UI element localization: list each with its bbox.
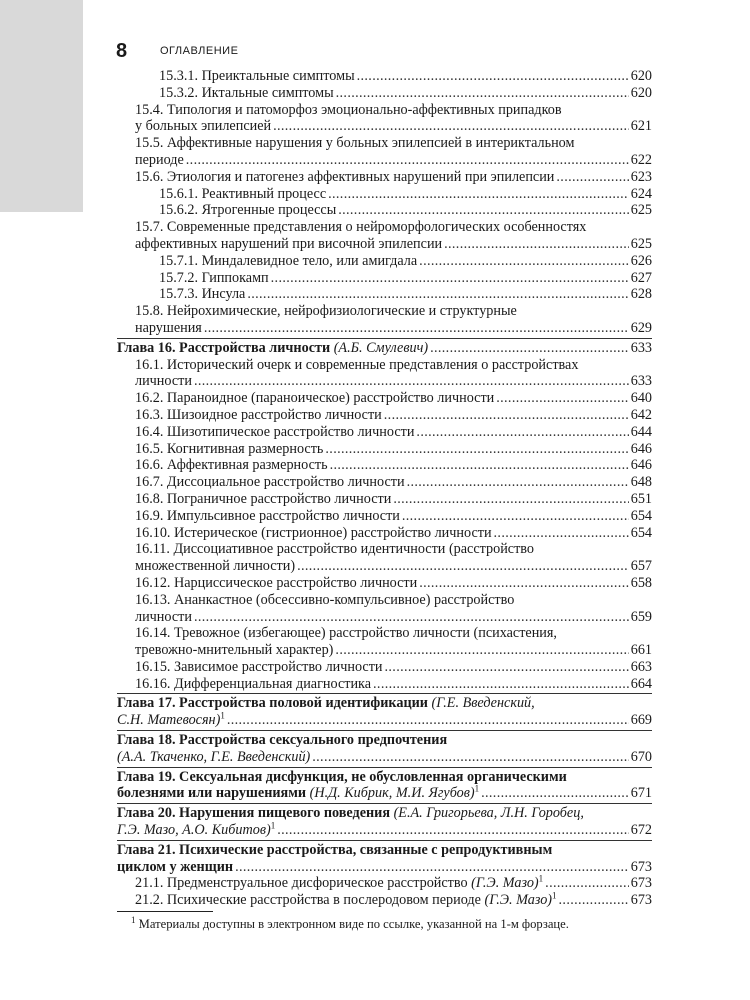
toc-entry[interactable] [117,135,652,169]
toc-entry[interactable] [117,441,652,458]
leader-dots [481,785,629,802]
toc-entry[interactable] [117,575,652,592]
page-ref: 670 [630,748,652,765]
page-ref: 673 [630,892,652,909]
leader-dots [373,676,629,693]
entry-text: нарушения [135,319,202,336]
leader-dots [335,642,628,659]
footnote-mark: 1 [131,914,136,925]
page-ref: 646 [630,457,652,474]
entry-text: 16.3. Шизоидное расстройство личности [135,406,382,423]
chapter-15-entries [117,68,652,337]
toc-entry[interactable] [117,219,652,253]
page-corner-tab [0,0,83,212]
page-ref: 644 [630,423,652,440]
entry-text: 16.6. Аффективная размерность [135,457,328,474]
toc-entry[interactable] [117,659,652,676]
toc-entry[interactable] [117,592,652,626]
toc-entry-chapter-21[interactable] [117,840,652,876]
page-ref: 633 [630,339,652,356]
toc-entry[interactable] [117,390,652,407]
entry-text: 15.3.2. Иктальные симптомы [159,84,334,101]
entry-text: 15.6.2. Ятрогенные процессы [159,202,337,219]
toc-entry[interactable] [117,68,652,85]
toc-entry-chapter-16[interactable] [117,338,652,357]
footnote-ref: 1 [220,710,225,721]
leader-dots [494,525,629,542]
chapter-title: Глава 20. Нарушения пищевого поведения [117,805,391,822]
toc-entry[interactable] [117,676,652,693]
page-ref: 624 [630,185,652,202]
page-ref: 625 [630,235,652,252]
leader-dots [336,85,629,102]
leader-dots [194,373,629,390]
toc-entry[interactable] [117,407,652,424]
leader-dots [556,169,628,186]
toc-entry[interactable] [117,541,652,575]
leader-dots [385,659,629,676]
chapter-authors: Г.Э. Мазо, А.О. Кибитов) [117,822,271,839]
page-ref: 629 [630,319,652,336]
toc-entry[interactable] [117,508,652,525]
leader-dots [227,712,629,729]
entry-text: 15.6. Этиология и патогенез аффективных нарушений при эпилепсии [135,168,555,185]
leader-dots [496,390,628,407]
page-ref: 654 [630,524,652,541]
leader-dots [235,859,629,876]
leader-dots [338,202,628,219]
leader-dots [419,253,629,270]
leader-dots [559,892,629,909]
page-ref: 623 [630,168,652,185]
toc-entry[interactable] [117,286,652,303]
footnote [117,916,652,932]
page-ref: 669 [630,712,652,729]
leader-dots [328,186,629,203]
page-ref: 663 [630,658,652,675]
entry-text-line: 15.8. Нейрохимические, нейрофизиологические и структурные [135,303,517,320]
leader-dots [325,441,628,458]
page-ref: 671 [630,785,652,802]
leader-dots [273,118,629,135]
page-ref: 673 [630,875,652,892]
leader-dots [247,286,628,303]
leader-dots [357,68,629,85]
entry-text-line: 16.14. Тревожное (избегающее) расстройство личности (психастения, [135,625,557,642]
chapter-title: болезнями или нарушениями [117,785,307,802]
toc-entry[interactable] [117,625,652,659]
entry-text: 16.12. Нарциссическое расстройство личности [135,574,418,591]
entry-text: 16.5. Когнитивная размерность [135,440,324,457]
footnote-ref: 1 [474,783,480,794]
entry-text: 16.2. Параноидное (параноическое) расстройство личности [135,390,495,407]
leader-dots [204,320,629,337]
toc-entry[interactable] [117,253,652,270]
leader-dots [393,491,628,508]
chapter-authors: (Г.Е. Введенский, [431,695,535,712]
chapter-authors: (Е.А. Григорьева, Л.Н. Горобец, [393,805,584,822]
toc-entry[interactable] [117,102,652,136]
toc-entry[interactable] [117,474,652,491]
page-ref: 658 [630,574,652,591]
chapter-title: Глава 19. Сексуальная дисфункция, не обусловленная органическими [117,768,567,785]
page-ref: 633 [630,373,652,390]
toc-entry[interactable] [117,186,652,203]
toc-entry-21-1[interactable] [117,875,652,892]
entry-text: 16.10. Истерическое (гистрионное) расстройство личности [135,524,492,541]
entry-text: аффективных нарушений при височной эпилепсии [135,235,443,252]
entry-author: (Г.Э. Мазо) [484,892,553,909]
chapter-title: Глава 17. Расстройства половой идентификации [117,695,428,712]
entry-text-line: 16.1. Исторический очерк и современные представления о расстройствах [135,356,579,373]
page-ref: 659 [630,608,652,625]
leader-dots [416,424,628,441]
entry-text: личности [135,373,192,390]
chapter-16 [117,338,652,693]
entry-text: 16.8. Пограничное расстройство личности [135,490,392,507]
toc-entry[interactable] [117,270,652,287]
entry-text: 15.7.2. Гиппокамп [159,269,269,286]
leader-dots [419,575,629,592]
leader-dots [545,875,629,892]
entry-author: (Г.Э. Мазо) [471,875,539,892]
entry-text-line: 16.11. Диссоциативное расстройство идентичности (расстройство [135,541,534,558]
chapter-authors: (А.Б. Смулевич) [333,339,429,356]
page-ref: 627 [630,269,652,286]
chapter-authors: С.Н. Матевосян) [117,712,221,729]
page-ref: 640 [630,390,652,407]
entry-text: тревожно-мнительный характер) [135,642,334,659]
leader-dots [402,508,629,525]
toc-entry[interactable] [117,85,652,102]
leader-dots [407,474,629,491]
toc-entry-chapter-18[interactable] [117,730,652,766]
page-ref: 648 [630,474,652,491]
entry-text: 21.1. Предменструальное дисфорическое расстройство [135,875,468,892]
page-ref: 673 [630,858,652,875]
leader-dots [297,558,629,575]
entry-text-line: 15.5. Аффективные нарушения у больных эпилепсией в интериктальном [135,135,575,152]
footnote-rule [117,911,213,912]
entry-text: 16.15. Зависимое расстройство личности [135,658,383,675]
chapter-title: Глава 16. Расстройства личности [117,339,331,356]
page-ref: 672 [630,822,652,839]
leader-dots [430,340,629,357]
table-of-contents [117,68,652,909]
entry-text: периоде [135,151,184,168]
entry-text: 15.7.3. Инсула [159,286,246,303]
toc-entry[interactable] [117,424,652,441]
entry-text: 16.9. Импульсивное расстройство личности [135,507,400,524]
page-ref: 628 [630,286,652,303]
toc-entry[interactable] [117,525,652,542]
toc-entry[interactable] [117,202,652,219]
page-ref: 664 [630,675,652,692]
running-head: ОГЛАВЛЕНИЕ [160,45,239,57]
toc-entry[interactable] [117,491,652,508]
toc-entry[interactable] [117,169,652,186]
leader-dots [271,270,629,287]
footnote-ref: 1 [538,873,544,884]
toc-entry[interactable] [117,457,652,474]
entry-text-line: 15.4. Типология и патоморфоз эмоционально-аффективных припадков [135,101,562,118]
entry-text-line: 16.13. Ананкастное (обсессивно-компульсивное) расстройство [135,591,515,608]
entry-text: 15.3.1. Преиктальные симптомы [159,68,355,84]
footnote-text: Материалы доступны в электронном виде по ссылке, указанной на 1-м форзаце. [135,917,569,931]
page-ref: 642 [630,406,652,423]
chapter-authors: (Н.Д. Кибрик, М.И. Ягубов) [309,785,475,802]
leader-dots [384,407,629,424]
leader-dots [194,609,629,626]
page-ref: 661 [630,642,652,659]
entry-text: у больных эпилепсией [135,118,272,135]
chapter-title: циклом у женщин [117,858,234,875]
leader-dots [330,457,629,474]
page-ref: 651 [630,490,652,507]
page-ref: 646 [630,440,652,457]
toc-entry[interactable] [117,357,652,391]
page-ref: 626 [630,252,652,269]
entry-text: 21.2. Психические расстройства в послеродовом периоде [135,892,481,909]
page-ref: 625 [630,202,652,219]
toc-entry-chapter-17[interactable] [117,693,652,729]
toc-entry-chapter-20[interactable] [117,803,652,839]
chapter-title: Глава 21. Психические расстройства, связанные с репродуктивным [117,841,553,858]
entry-text: 15.6.1. Реактивный процесс [159,185,327,202]
page-ref: 620 [630,68,652,84]
leader-dots [312,749,628,766]
entry-text: 15.7.1. Миндалевидное тело, или амигдала [159,252,418,269]
chapter-title: Глава 18. Расстройства сексуального предпочтения [117,732,448,749]
page-ref: 654 [630,507,652,524]
page-ref: 620 [630,84,652,101]
footnote-ref: 1 [270,820,276,831]
toc-entry-chapter-19[interactable] [117,767,652,803]
page-ref: 621 [630,118,652,135]
leader-dots [277,822,629,839]
entry-text-line: 15.7. Современные представления о нейроморфологических особенностях [135,219,587,236]
entry-text: 16.7. Диссоциальное расстройство личности [135,474,405,491]
page-number: 8 [116,40,128,62]
page-ref: 622 [630,151,652,168]
chapter-authors: (А.А. Ткаченко, Г.Е. Введенский) [117,748,311,765]
leader-dots [444,236,629,253]
entry-text: множественной личности) [135,558,296,575]
toc-entry-21-2[interactable] [117,892,652,909]
leader-dots [186,152,629,169]
entry-text: 16.16. Дифференциальная диагностика [135,675,372,692]
entry-text: личности [135,608,192,625]
toc-entry[interactable] [117,303,652,337]
page-ref: 657 [630,558,652,575]
entry-text: 16.4. Шизотипическое расстройство личности [135,423,415,440]
footnote-ref: 1 [552,890,557,901]
